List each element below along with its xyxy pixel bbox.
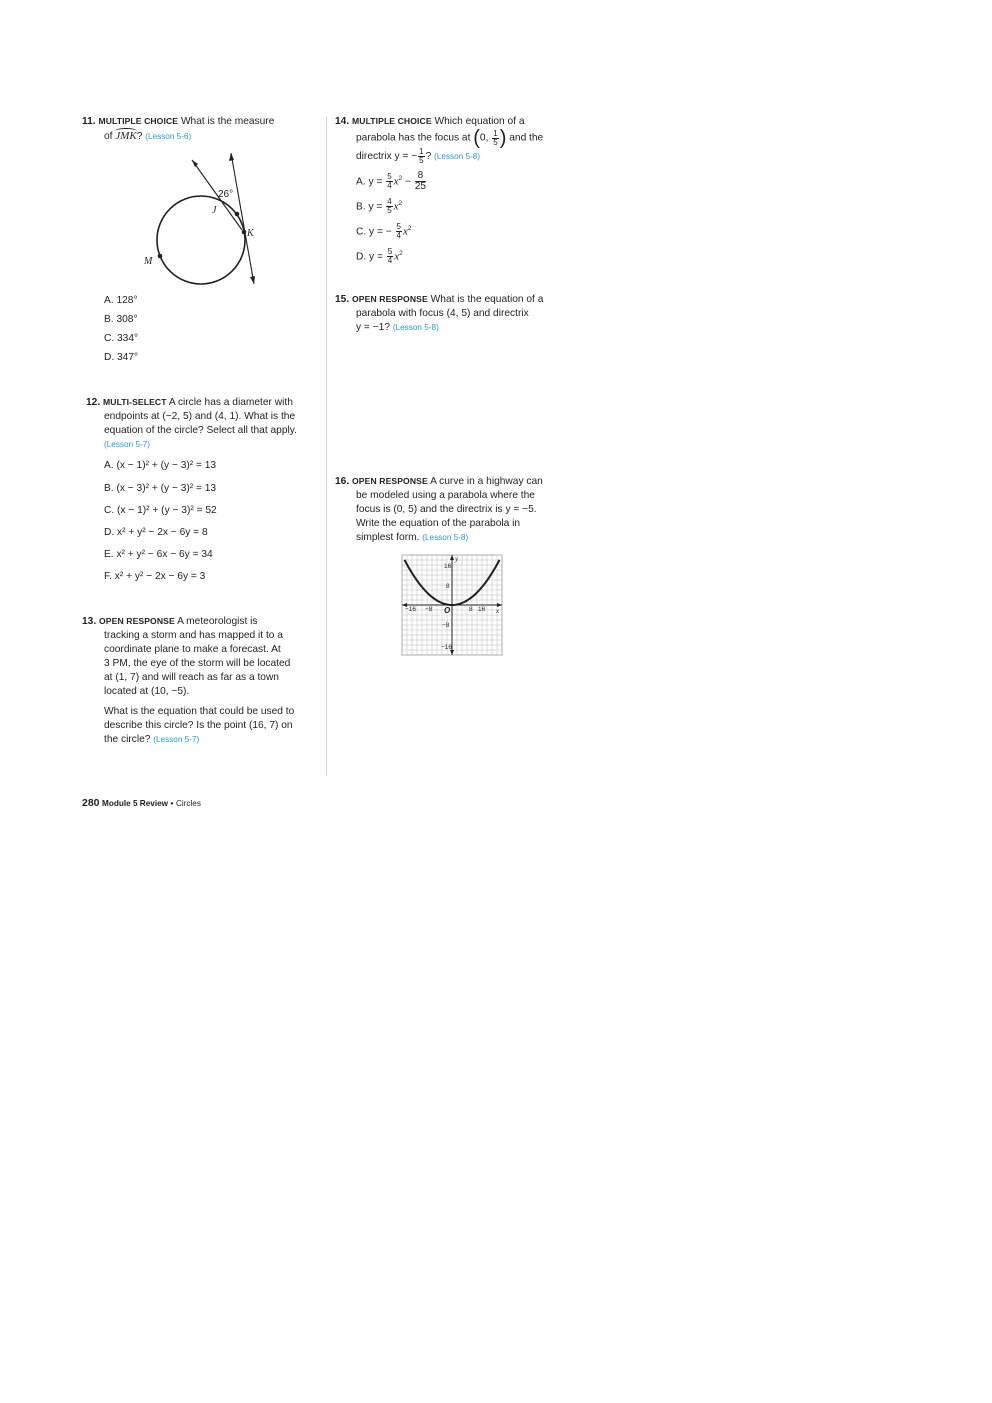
q15-lesson: (Lesson 5-8) [392, 323, 439, 332]
q11-label-m: M [144, 256, 153, 267]
q12-stem-2: endpoints at (−2, 5) and (4, 1). What is the [104, 411, 296, 422]
section-title: Circles [175, 799, 201, 808]
q11-number: 11. [82, 116, 96, 127]
q13-stem-4: 3 PM, the eye of the storm will be located [104, 658, 291, 669]
q13-header [82, 616, 258, 627]
q14-header [335, 116, 525, 127]
page-footer [82, 797, 201, 809]
q11-choice-a[interactable]: A. 128° [104, 295, 138, 306]
q13-stem-2: tracking a storm and has mapped it to a [104, 630, 283, 641]
q16-y-tick-8: 8 [446, 583, 450, 590]
q13-stem2-3-wrap [104, 734, 199, 745]
q11-lesson: (Lesson 5-6) [145, 132, 192, 141]
q13-kind: OPEN RESPONSE [99, 616, 175, 626]
q11-choice-d[interactable]: D. 347° [104, 352, 139, 363]
q16-stem-5-wrap [356, 532, 468, 543]
q13-stem-3: coordinate plane to make a forecast. At [104, 644, 281, 655]
q16-y-arrow [450, 555, 454, 560]
q14-paren-open: ( [473, 127, 480, 149]
q14-paren-close: ) [499, 127, 507, 149]
q11-circle [157, 196, 245, 284]
q12-choice-e[interactable]: E. x² + y² − 6x − 6y = 34 [104, 549, 213, 560]
q16-x-tick-16: 16 [478, 606, 486, 613]
q11-point-k [242, 230, 247, 235]
q16-origin-label: O [444, 606, 451, 615]
q16-y-tick-neg16: −16 [441, 644, 453, 651]
column-divider [326, 116, 327, 776]
q15-stem-2: parabola with focus (4, 5) and directrix [356, 308, 529, 319]
q14-focus-x: 0, [479, 132, 489, 144]
page-number: 280 [82, 797, 100, 809]
q11-arc: JMK [115, 130, 137, 142]
q16-x-tick-neg8: −8 [425, 606, 433, 613]
q11-stem-1: What is the measure [180, 116, 275, 127]
q14-stem-line-2 [356, 128, 543, 149]
q11-point-j [235, 212, 240, 217]
q16-number: 16. [335, 476, 350, 487]
q16-stem-4: Write the equation of the parabola in [356, 518, 521, 529]
q12-choice-f[interactable]: F. x² + y² − 2x − 6y = 3 [104, 571, 206, 582]
q16-y-axis-label: y [455, 555, 459, 563]
q16-y-tick-16: 16 [444, 563, 452, 570]
q14-stem-2b: and the [509, 132, 544, 144]
q13-stem-6: located at (10, −5). [104, 686, 190, 697]
q12-header [86, 397, 293, 408]
q13-stem2-2: describe this circle? Is the point (16, 7) on [104, 720, 293, 731]
q12-kind: MULTI-SELECT [103, 397, 167, 407]
q15-stem-3-wrap [356, 322, 439, 333]
q11-label-j: J [212, 205, 217, 216]
q16-kind: OPEN RESPONSE [352, 476, 428, 486]
q14-choice-d[interactable]: D. y = $\frac{5}{4}$ $x^2$ [356, 247, 403, 266]
q11-stem-2a: of [104, 131, 113, 142]
q14-stem-1: Which equation of a [434, 116, 525, 127]
q11-stem-2b: ? [136, 131, 143, 142]
q16-header [335, 476, 543, 487]
q14-number: 14. [335, 116, 350, 127]
q12-choice-b[interactable]: B. (x − 3)² + (y − 3)² = 13 [104, 483, 217, 494]
q16-y-tick-neg8: −8 [442, 622, 450, 629]
q15-stem-1: What is the equation of a [430, 294, 544, 305]
q14-kind: MULTIPLE CHOICE [352, 116, 432, 126]
q16-stem-3: focus is (0, 5) and the directrix is y = −5. [356, 504, 537, 515]
q12-lesson: (Lesson 5-7) [104, 440, 150, 449]
q12-choice-d[interactable]: D. x² + y² − 2x − 6y = 8 [104, 527, 208, 538]
q11-circle-figure [140, 150, 270, 290]
q11-label-k: K [247, 228, 254, 239]
q13-stem-5: at (1, 7) and will reach as far as a town [104, 672, 279, 683]
q16-lesson: (Lesson 5-8) [422, 533, 469, 542]
q11-kind: MULTIPLE CHOICE [98, 116, 179, 126]
q11-header [82, 116, 274, 127]
q13-stem2-3: the circle? [104, 734, 151, 745]
q14-stem-line-3 [356, 148, 480, 165]
q12-stem-3: equation of the circle? Select all that apply. [104, 425, 297, 436]
q14-directrix-fraction: $\frac{1}{5}$ [419, 147, 424, 165]
q15-header [335, 294, 543, 305]
q16-parabola-graph [400, 553, 504, 657]
q13-stem-1: A meteorologist is [177, 616, 258, 627]
q11-choice-c[interactable]: C. 334° [104, 333, 139, 344]
q14-choice-c[interactable]: C. y = − $\frac{5}{4}$ $x^2$ [356, 222, 412, 241]
q11-secant-arrow [192, 160, 198, 167]
q16-stem-5: simplest form. [356, 532, 420, 543]
q11-angle-label: 26° [218, 189, 234, 200]
q14-stem-2a: parabola has the focus at [356, 132, 471, 144]
q11-point-m [158, 254, 163, 259]
q14-stem-3a: directrix y = − [356, 151, 418, 163]
q13-stem2-1: What is the equation that could be used to [104, 706, 295, 717]
q15-number: 15. [335, 294, 350, 305]
footer-separator: • [170, 799, 174, 808]
q12-number: 12. [86, 397, 101, 408]
q12-choice-c[interactable]: C. (x − 1)² + (y − 3)² = 52 [104, 505, 217, 516]
q14-stem-3b: ? [425, 151, 432, 163]
q14-lesson: (Lesson 5-8) [434, 152, 481, 162]
q14-choice-b[interactable]: B. y = $\frac{4}{5}$ $x^2$ [356, 197, 403, 216]
q14-choice-a[interactable]: A. y = $\frac{5}{4}$ $x^2$ − $\frac{8}{25}$ [356, 170, 426, 193]
q16-x-tick-8: 8 [469, 606, 473, 613]
q14-focus-fraction: $\frac{1}{5}$ [493, 128, 498, 147]
q12-stem-1: A circle has a diameter with [168, 397, 293, 408]
q11-stem-line-2 [104, 130, 191, 142]
q13-lesson: (Lesson 5-7) [153, 735, 200, 744]
q13-number: 13. [82, 616, 97, 627]
q12-choice-a[interactable]: A. (x − 1)² + (y − 3)² = 13 [104, 460, 217, 471]
q16-x-tick-neg16: −16 [405, 606, 417, 613]
module-title: Module 5 Review [102, 799, 169, 808]
q15-kind: OPEN RESPONSE [352, 294, 428, 304]
q15-stem-3: y = −1? [356, 322, 390, 333]
q16-x-axis-label: x [496, 607, 500, 615]
q11-tangent-arrow-top [229, 153, 234, 161]
q11-choice-b[interactable]: B. 308° [104, 314, 138, 325]
q16-stem-2: be modeled using a parabola where the [356, 490, 535, 501]
q16-stem-1: A curve in a highway can [430, 476, 543, 487]
